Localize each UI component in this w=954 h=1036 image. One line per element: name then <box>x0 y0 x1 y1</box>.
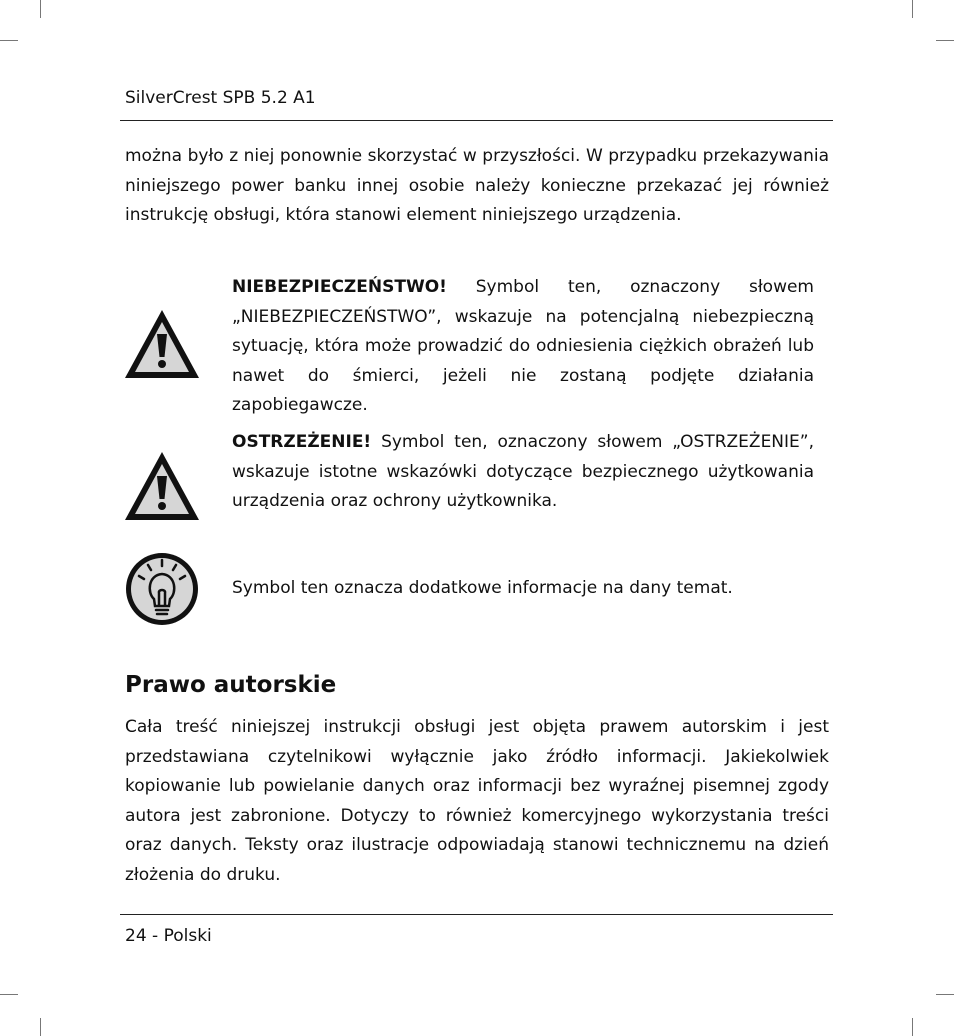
crop-mark <box>936 40 954 41</box>
notice-danger-text: Symbol ten, oznaczony słowem „NIEBEZPIECZEŃSTWO”, wskazuje na potencjalną niebezpieczną sytuację, która może prowadzić do odniesienia ciężkich obrażeń lub nawet do śmierci, jeżeli nie zostaną podjęte działania zapobiegawcze. <box>232 277 814 415</box>
running-header: SilverCrest SPB 5.2 A1 <box>125 88 316 108</box>
page-number: 24 - Polski <box>125 926 212 946</box>
notice-info <box>232 574 814 604</box>
copyright-paragraph: Cała treść niniejszej instrukcji obsługi jest objęta prawem autorskim i jest przedstawiana czytelnikowi wyłącznie jako źródło informacji. Jakiekolwiek kopiowanie lub powielanie danych oraz informacji bez wyraźnej pisemnej zgody autora jest zabronione. Dotyczy to również komercyjnego wykorzystania treści oraz danych. Teksty oraz ilustracje odpowiadają stanowi technicznemu na dzień złożenia do druku. <box>125 717 829 885</box>
notice-warning <box>232 428 814 517</box>
lightbulb-info-icon <box>123 551 201 631</box>
header-rule <box>120 120 833 121</box>
warning-triangle-icon <box>123 308 201 384</box>
intro-paragraph: można było z niej ponownie skorzystać w przyszłości. W przypadku przekazywania niniejszego power banku innej osobie należy konieczne przekazać jej również instrukcję obsługi, która stanowi element niniejszego urządzenia. <box>125 146 829 225</box>
notice-warning-text: Symbol ten, oznaczony słowem „OSTRZEŻENIE”, wskazuje istotne wskazówki dotyczące bezpiecznego użytkowania urządzenia oraz ochrony użytkownika. <box>232 432 814 511</box>
notice-danger-label: NIEBEZPIECZEŃSTWO! <box>232 277 447 297</box>
notice-danger <box>232 273 814 421</box>
crop-mark <box>912 1018 913 1036</box>
notice-warning-label: OSTRZEŻENIE! <box>232 432 372 452</box>
warning-triangle-icon <box>123 450 201 526</box>
footer-rule <box>120 914 833 915</box>
crop-mark <box>0 994 18 995</box>
crop-mark <box>936 994 954 995</box>
crop-mark <box>40 0 41 18</box>
crop-mark <box>912 0 913 18</box>
crop-mark <box>40 1018 41 1036</box>
section-heading: Prawo autorskie <box>125 672 337 698</box>
notice-info-text: Symbol ten oznacza dodatkowe informacje na dany temat. <box>232 578 733 598</box>
crop-mark <box>0 40 18 41</box>
